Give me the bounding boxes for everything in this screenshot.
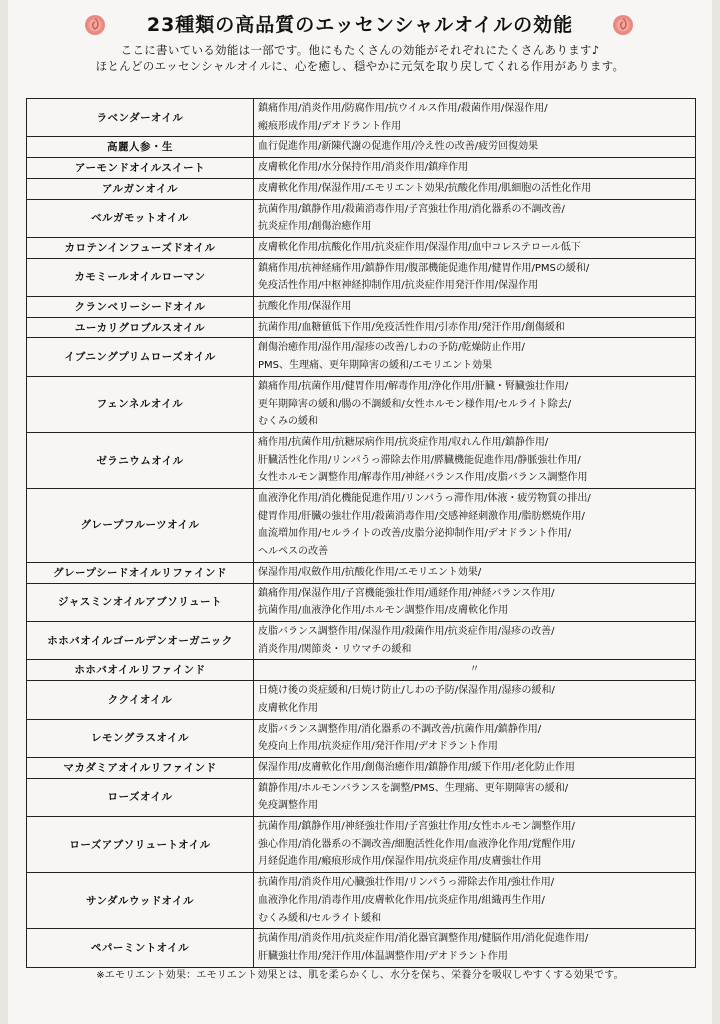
oil-name: グレープシードオイルリファインド <box>27 562 254 583</box>
table-row <box>27 660 696 681</box>
oil-effects: 血液浄化作用/消化機能促進作用/リンパうっ滞作用/体液・疲労物質の排出/ 健胃作用/肝臓の強壮作用/殺菌消毒作用/交感神経刺激作用/脂肪燃焼作用/ 血流増加作用/セルライトの改善/皮脂分泌抑制作用/デオドラント作用/ ヘルペスの改善 <box>254 489 696 563</box>
oil-effects: 保湿作用/皮膚軟化作用/創傷治癒作用/鎮静作用/緩下作用/老化防止作用 <box>254 757 696 778</box>
oil-name: ゼラニウムオイル <box>27 432 254 488</box>
table-row <box>27 338 696 376</box>
oil-name: ローズアブソリュートオイル <box>27 817 254 873</box>
oil-name: カモミールオイルローマン <box>27 258 254 296</box>
oil-name: イブニングプリムローズオイル <box>27 338 254 376</box>
table-row <box>27 873 696 929</box>
oil-name: ペパーミントオイル <box>27 929 254 967</box>
table-row <box>27 317 696 338</box>
oil-name: ユーカリグロブルスオイル <box>27 317 254 338</box>
oil-name: カロテンインフューズドオイル <box>27 237 254 258</box>
oil-name: クランベリーシードオイル <box>27 297 254 318</box>
document-sheet <box>8 0 712 1024</box>
oil-name: ククイオイル <box>27 681 254 719</box>
table-row <box>27 297 696 318</box>
footnote: ※エモリエント効果：エモリエント効果とは、肌を柔らかくし、水分を保ち、栄養分を吸収しやすくする効果です。 <box>96 970 624 981</box>
table-row <box>27 583 696 621</box>
table-row <box>27 681 696 719</box>
oil-effects: 皮脂バランス調整作用/保湿作用/殺菌作用/抗炎症作用/湿疹の改善/ 消炎作用/関節炎・リウマチの緩和 <box>254 621 696 659</box>
table-row <box>27 137 696 158</box>
table-row <box>27 562 696 583</box>
oil-effects: 抗酸化作用/保湿作用 <box>254 297 696 318</box>
oil-effects: 日焼け後の炎症緩和/日焼け防止/しわの予防/保湿作用/湿疹の緩和/ 皮膚軟化作用 <box>254 681 696 719</box>
oil-effects: 抗菌作用/鎮静作用/神経強壮作用/子宮強壮作用/女性ホルモン調整作用/ 強心作用/消化器系の不調改善/細胞活性化作用/血液浄化作用/覚醒作用/ 月経促進作用/瘢痕形成作用/保湿作用/抗炎症作用/皮膚強壮作用 <box>254 817 696 873</box>
oil-name: レモングラスオイル <box>27 719 254 757</box>
oil-effects: 抗菌作用/血糖値低下作用/免疫活性作用/引赤作用/発汗作用/創傷緩和 <box>254 317 696 338</box>
oil-effects: 抗菌作用/鎮静作用/殺菌消毒作用/子宮強壮作用/消化器系の不調改善/ 抗炎症作用/創傷治癒作用 <box>254 199 696 237</box>
table-row <box>27 376 696 432</box>
table-row <box>27 621 696 659</box>
table-row <box>27 778 696 816</box>
oil-effects-table <box>26 98 696 968</box>
oil-effects: 鎮痛作用/消炎作用/防腐作用/抗ウイルス作用/殺菌作用/保湿作用/ 瘢痕形成作用/デオドラント作用 <box>254 99 696 137</box>
table-row <box>27 929 696 967</box>
oil-name: ジャスミンオイルアブソリュート <box>27 583 254 621</box>
oil-effects: 皮膚軟化作用/保湿作用/エモリエント効果/抗酸化作用/肌細胞の活性化作用 <box>254 178 696 199</box>
oil-effects: 皮膚軟化作用/抗酸化作用/抗炎症作用/保湿作用/血中コレステロール低下 <box>254 237 696 258</box>
table-row <box>27 817 696 873</box>
table-row <box>27 237 696 258</box>
oil-name: ホホバオイルゴールデンオーガニック <box>27 621 254 659</box>
oil-name: ベルガモットオイル <box>27 199 254 237</box>
oil-name: グレープフルーツオイル <box>27 489 254 563</box>
table-row <box>27 99 696 137</box>
oil-effects: 抗菌作用/消炎作用/抗炎症作用/消化器官調整作用/健脳作用/消化促進作用/ 肝臓強壮作用/発汗作用/体温調整作用/デオドラント作用 <box>254 929 696 967</box>
table-row <box>27 757 696 778</box>
table-row <box>27 489 696 563</box>
oil-name: ホホバオイルリファインド <box>27 660 254 681</box>
oil-name: アルガンオイル <box>27 178 254 199</box>
intro-line: ほとんどのエッセンシャルオイルに、心を癒し、穏やかに元気を取り戻してくれる作用があります。 <box>95 59 625 73</box>
oil-effects: 〃 <box>254 660 696 681</box>
oil-name: ローズオイル <box>27 778 254 816</box>
oil-effects: 皮膚軟化作用/水分保持作用/消炎作用/鎮痒作用 <box>254 158 696 179</box>
oil-effects: 鎮痛作用/抗神経痛作用/鎮静作用/腹部機能促進作用/健胃作用/PMSの緩和/ 免疫活性作用/中枢神経抑制作用/抗炎症作用発汗作用/保湿作用 <box>254 258 696 296</box>
table-row <box>27 199 696 237</box>
intro-line: ここに書いている効能は一部です。他にもたくさんの効能がそれぞれにたくさんあります♪ <box>120 43 600 57</box>
oil-effects: 鎮痛作用/抗菌作用/健胃作用/解毒作用/浄化作用/肝臓・腎臓強壮作用/ 更年期障害の緩和/腸の不調緩和/女性ホルモン様作用/セルライト除去/ むくみの緩和 <box>254 376 696 432</box>
table-row <box>27 432 696 488</box>
oil-name: 高麗人参・生 <box>27 137 254 158</box>
oil-effects: 血行促進作用/新陳代謝の促進作用/冷え性の改善/疲労回復効果 <box>254 137 696 158</box>
oil-name: サンダルウッドオイル <box>27 873 254 929</box>
table-row <box>27 158 696 179</box>
oil-name: フェンネルオイル <box>27 376 254 432</box>
oil-effects: 鎮痛作用/保湿作用/子宮機能強壮作用/通経作用/神経バランス作用/ 抗菌作用/血液浄化作用/ホルモン調整作用/皮膚軟化作用 <box>254 583 696 621</box>
table-row <box>27 258 696 296</box>
oil-name: ラベンダーオイル <box>27 99 254 137</box>
table-row <box>27 178 696 199</box>
oil-effects: 保湿作用/収斂作用/抗酸化作用/エモリエント効果/ <box>254 562 696 583</box>
oil-effects: 痛作用/抗菌作用/抗糖尿病作用/抗炎症作用/収れん作用/鎮静作用/ 肝臓活性化作用/リンパうっ滞除去作用/膵臓機能促進作用/静脈強壮作用/ 女性ホルモン調整作用/解毒作用/神経バランス作用/皮脂バランス調整作用 <box>254 432 696 488</box>
page-title: 23種類の高品質のエッセンシャルオイルの効能 <box>146 14 574 36</box>
table-row <box>27 719 696 757</box>
oil-name: アーモンドオイルスイート <box>27 158 254 179</box>
intro-text <box>8 42 712 74</box>
oil-name: マカダミアオイルリファインド <box>27 757 254 778</box>
oil-effects: 創傷治癒作用/湿作用/湿疹の改善/しわの予防/乾燥防止作用/ PMS、生理痛、更年期障害の緩和/エモリエント効果 <box>254 338 696 376</box>
oil-effects: 抗菌作用/消炎作用/心臓強壮作用/リンパうっ滞除去作用/強壮作用/ 血液浄化作用/消毒作用/皮膚軟化作用/抗炎症作用/組織再生作用/ むくみ緩和/セルライト緩和 <box>254 873 696 929</box>
oil-effects: 皮脂バランス調整作用/消化器系の不調改善/抗菌作用/鎮静作用/ 免疫向上作用/抗炎症作用/発汗作用/デオドラント作用 <box>254 719 696 757</box>
oil-effects: 鎮静作用/ホルモンバランスを調整/PMS、生理痛、更年期障害の緩和/ 免疫調整作用 <box>254 778 696 816</box>
